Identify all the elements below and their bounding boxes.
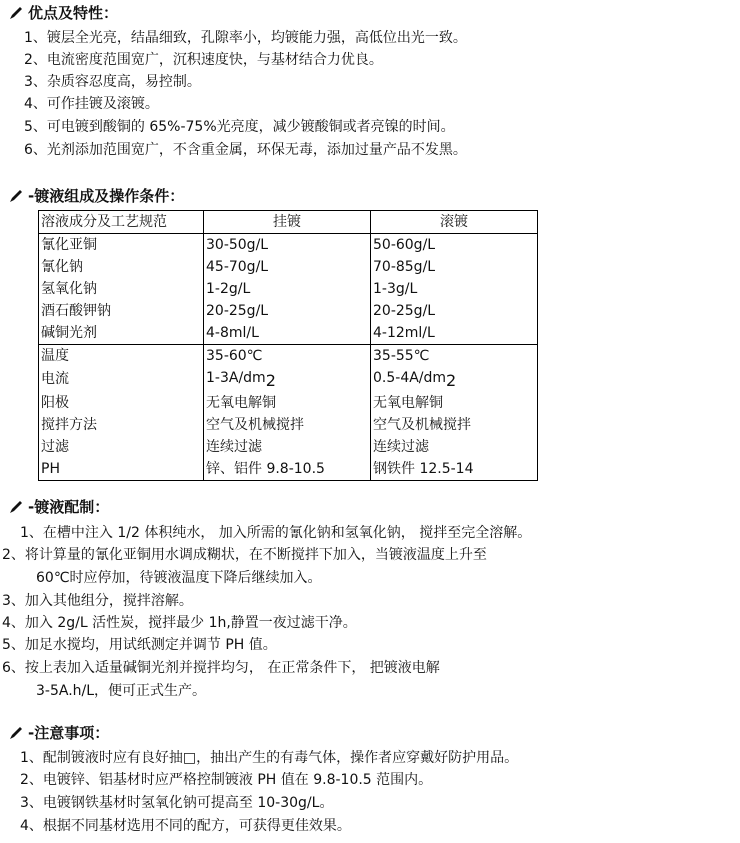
table-row: [39, 234, 538, 257]
feature-item: 5、可电镀到酸铜的 65%-75%光亮度，减少镀酸铜或者亮镍的时间。: [24, 119, 455, 135]
current-exponent: 2: [265, 370, 276, 390]
header-cell: 滚镀: [371, 211, 538, 234]
table-cell: 氰化亚铜: [39, 234, 204, 257]
pen-icon: [8, 188, 24, 204]
feature-item: 4、可作挂镀及滚镀。: [24, 96, 159, 112]
composition-table: [38, 210, 538, 481]
table-cell: 35-55℃: [371, 345, 538, 368]
preparation-step: 4、加入 2g/L 活性炭，搅拌最少 1h,静置一夜过滤干净。: [2, 615, 357, 631]
features-title: 优点及特性：: [28, 4, 119, 22]
table-cell: [204, 367, 371, 392]
feature-item: 1、镀层全光亮，结晶细致，孔隙率小，均镀能力强，高低位出光一致。: [24, 30, 467, 46]
note-item: 1、配制镀液时应有良好抽□，抽出产生的有毒气体，操作者应穿戴好防护用品。: [20, 750, 519, 766]
preparation-heading: [8, 496, 109, 517]
table-cell: 35-60℃: [204, 345, 371, 368]
table-cell: 70-85g/L: [371, 256, 538, 278]
feature-item: 3、杂质容忍度高，易控制。: [24, 74, 201, 90]
table-cell: 钢铁件 12.5-14: [371, 458, 538, 481]
composition-heading: [8, 185, 184, 206]
table-cell: 45-70g/L: [204, 256, 371, 278]
table-cell: 无氧电解铜: [204, 392, 371, 414]
table-cell: 氢氧化钠: [39, 278, 204, 300]
table-row: [39, 256, 538, 278]
note-item: 3、电镀钢铁基材时氢氧化钠可提高至 10-30g/L。: [20, 795, 334, 811]
table-row: [39, 392, 538, 414]
pen-icon: [8, 725, 24, 741]
table-cell: 酒石酸钾钠: [39, 300, 204, 322]
preparation-title: -镀液配制：: [28, 498, 110, 516]
table-row: [39, 345, 538, 368]
table-row: [39, 414, 538, 436]
notes-title: -注意事项：: [28, 724, 110, 742]
table-cell: 连续过滤: [371, 436, 538, 458]
table-cell: 空气及机械搅拌: [204, 414, 371, 436]
table-cell: 温度: [39, 345, 204, 368]
table-cell: 50-60g/L: [371, 234, 538, 257]
table-cell: 氰化钠: [39, 256, 204, 278]
table-cell: 1-3g/L: [371, 278, 538, 300]
note-item: 2、电镀锌、铝基材时应严格控制镀液 PH 值在 9.8-10.5 范围内。: [20, 772, 433, 788]
table-cell: 1-2g/L: [204, 278, 371, 300]
table-row: [39, 278, 538, 300]
table-row: [39, 300, 538, 322]
table-cell: 搅拌方法: [39, 414, 204, 436]
table-cell: 20-25g/L: [204, 300, 371, 322]
table-cell: 30-50g/L: [204, 234, 371, 257]
current-value: 0.5-4A/dm: [373, 370, 447, 386]
preparation-step: 3、加入其他组分，搅拌溶解。: [2, 593, 193, 609]
table-row: [39, 436, 538, 458]
table-header-row: [39, 211, 538, 234]
table-cell: [371, 367, 538, 392]
preparation-step: 3-5A.h/L，便可正式生产。: [36, 683, 207, 699]
table-cell: 过滤: [39, 436, 204, 458]
table-row: [39, 367, 538, 392]
current-exponent: 2: [446, 370, 457, 390]
table-cell: 空气及机械搅拌: [371, 414, 538, 436]
current-value: 1-3A/dm: [206, 370, 266, 386]
table-cell: 阳极: [39, 392, 204, 414]
table-row: [39, 458, 538, 481]
preparation-step: 1、在槽中注入 1/2 体积纯水， 加入所需的氰化钠和氢氧化钠， 搅拌至完全溶解。: [20, 525, 532, 541]
preparation-step: 2、将计算量的氰化亚铜用水调成糊状，在不断搅拌下加入，当镀液温度上升至: [2, 547, 487, 563]
features-heading: [8, 2, 118, 23]
table-cell: 锌、铝件 9.8-10.5: [204, 458, 371, 481]
notes-heading: [8, 722, 109, 743]
table-cell: 4-8ml/L: [204, 322, 371, 345]
table-cell: PH: [39, 458, 204, 481]
feature-item: 6、光剂添加范围宽广，不含重金属，环保无毒，添加过量产品不发黑。: [24, 142, 467, 158]
table-cell: 20-25g/L: [371, 300, 538, 322]
table-cell: 碱铜光剂: [39, 322, 204, 345]
feature-item: 2、电流密度范围宽广，沉积速度快，与基材结合力优良。: [24, 52, 383, 68]
table-row: [39, 322, 538, 345]
preparation-step: 5、加足水搅均，用试纸测定并调节 PH 值。: [2, 637, 277, 653]
header-cell: 溶液成分及工艺规范: [39, 211, 204, 234]
table-cell: 连续过滤: [204, 436, 371, 458]
table-cell: 无氧电解铜: [371, 392, 538, 414]
pen-icon: [8, 5, 24, 21]
composition-title: -镀液组成及操作条件：: [28, 187, 185, 205]
preparation-step: 6、按上表加入适量碱铜光剂并搅拌均匀， 在正常条件下， 把镀液电解: [2, 660, 440, 676]
pen-icon: [8, 499, 24, 515]
header-cell: 挂镀: [204, 211, 371, 234]
preparation-step: 60℃时应停加，待镀液温度下降后继续加入。: [36, 570, 322, 586]
note-item: 4、根据不同基材选用不同的配方，可获得更佳效果。: [20, 818, 351, 834]
table-cell: 电流: [39, 367, 204, 392]
table-cell: 4-12ml/L: [371, 322, 538, 345]
